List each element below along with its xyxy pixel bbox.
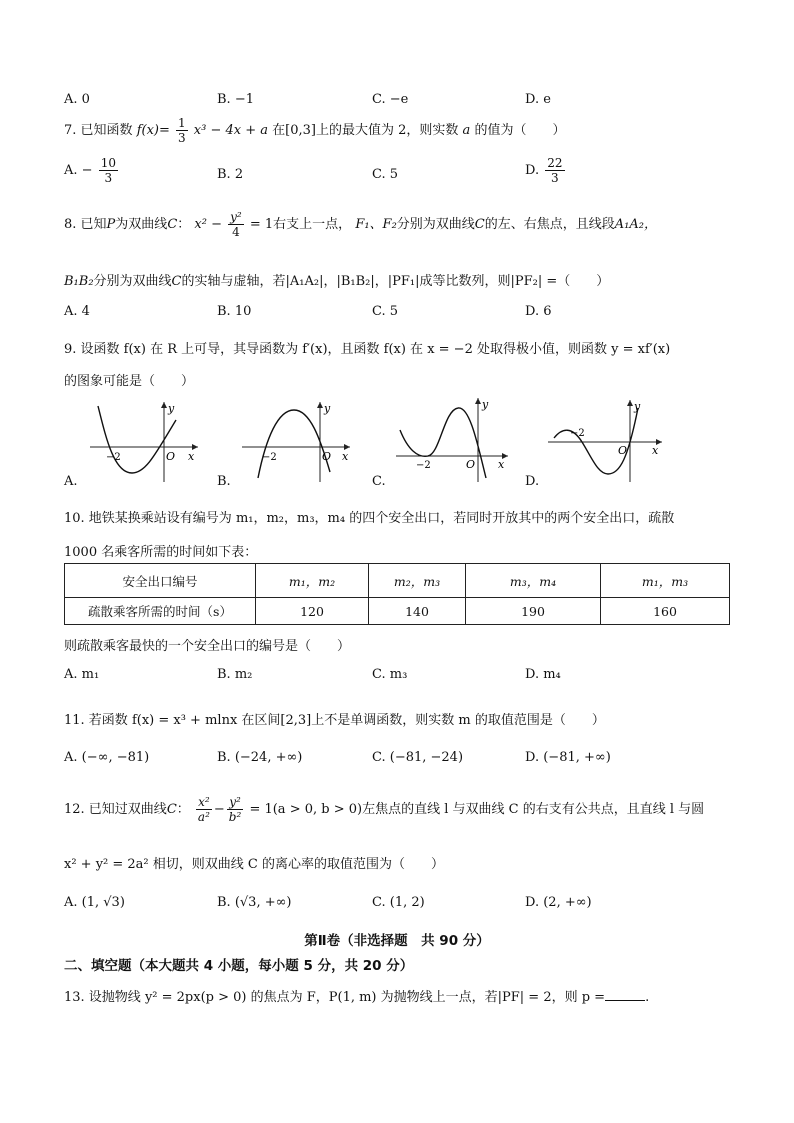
table-header-cell: m₃，m₄ [466,564,601,598]
graph-d-origin-label: O [618,444,628,457]
graph-b-origin-label: O [322,450,332,463]
question-10-line1: 10. 地铁某换乘站设有编号为 m₁，m₂，m₃，m₄ 的四个安全出口，若同时开放其中的两个安全出口，疏散 [64,511,675,526]
graph-d-y-label: y [634,400,641,413]
q9-option-b-label: B. [217,474,231,489]
graph-c-x-label: x [498,458,505,471]
q7-option-c: C. 5 [372,167,399,182]
table-cell: 190 [466,598,601,625]
graph-c-minus2-label: −2 [416,460,431,471]
table-header-cell: m₁，m₂ [256,564,369,598]
q9-graph-d [546,398,664,484]
q6-option-d: D. e [525,92,551,107]
table-cell: 疏散乘客所需的时间（s） [65,598,256,625]
q11-option-b: B. (−24, +∞) [217,750,303,765]
table-cell: 140 [369,598,466,625]
q10-option-a: A. m₁ [64,667,100,682]
graph-d-x-label: x [652,444,659,457]
graph-a-minus2-label: −2 [106,452,121,463]
q11-option-c: C. (−81, −24) [372,750,464,765]
evacuation-table [64,563,730,625]
graph-b-y-label: y [324,402,331,415]
q8-option-a: A. 4 [64,304,90,319]
q12-option-d: D. (2, +∞) [525,895,592,910]
question-12-line1: 12. 已知过双曲线C： $\frac{\text{x²}}{\text{a²}}$ − $\frac{\text{y²}}{\text{b²}}$ = 1(a > 0, b > 0)左焦点的直线 l 与双曲线 C 的右支有公共点，且直线 l 与圆 [64,795,705,824]
q9-graph-b [240,398,352,484]
q7-option-b: B. 2 [217,167,244,182]
q8-option-b: B. 10 [217,304,252,319]
question-10-line2: 1000 名乘客所需的时间如下表： [64,545,258,560]
question-8-line2: B₁B₂分别为双曲线C的实轴与虚轴，若|A₁A₂|，|B₁B₂|，|PF₁|成等比数列，则|PF₂| =（ ） [64,274,610,289]
q9-option-c-label: C. [372,474,386,489]
q10-option-d: D. m₄ [525,667,561,682]
q11-option-d: D. (−81, +∞) [525,750,611,765]
table-header-cell: m₁，m₃ [601,564,730,598]
table-cell: 160 [601,598,730,625]
question-8-line1: 8. 已知P为双曲线C： x² − $\frac{\text{y²}}{4}$ = 1右支上一点， F₁、F₂分别为双曲线C的左、右焦点，且线段A₁A₂， [64,210,657,239]
q9-option-a-label: A. [64,474,78,489]
q9-graph-c [394,396,510,484]
answer-blank [605,988,645,1001]
graph-b-x-label: x [342,450,349,463]
q6-option-b: B. −1 [217,92,254,107]
table-header-cell: 安全出口编号 [65,564,256,598]
graph-c-y-label: y [482,398,489,411]
graph-a-origin-label: O [166,450,176,463]
q12-option-b: B. (√3, +∞) [217,895,292,910]
q7-option-a: A. − $\frac{10}{3}$ [64,156,116,185]
q7-option-d: D. $\frac{22}{3}$ [525,156,563,185]
q6-option-a: A. 0 [64,92,90,107]
q8-option-d: D. 6 [525,304,552,319]
q9-graph-a [88,398,200,484]
table-row [65,598,730,625]
question-13: 13. 设抛物线 y² = 2px(p > 0) 的焦点为 F，P(1, m) 为抛物线上一点，若|PF| = 2，则 p = . [64,990,650,1005]
q6-option-c: C. −e [372,92,409,107]
section-title: 第Ⅱ卷（非选择题 共 90 分） [304,933,490,949]
q12-option-c: C. (1, 2) [372,895,425,910]
graph-a-x-label: x [188,450,195,463]
q8-option-c: C. 5 [372,304,399,319]
q12-option-a: A. (1, √3) [64,895,125,910]
question-10-after: 则疏散乘客最快的一个安全出口的编号是（ ） [64,639,351,654]
table-cell: 120 [256,598,369,625]
question-9-line2: 的图象可能是（ ） [64,374,195,389]
graph-a-y-label: y [168,402,175,415]
question-11: 11. 若函数 f(x) = x³ + mlnx 在区间[2,3]上不是单调函数，则实数 m 的取值范围是（ ） [64,713,605,728]
graph-c-origin-label: O [466,458,476,471]
table-header-cell: m₂，m₃ [369,564,466,598]
question-9-line1: 9. 设函数 f(x) 在 R 上可导，其导函数为 f′(x)，且函数 f(x) 在 x = −2 处取得极小值，则函数 y = xf′(x) [64,342,671,357]
graph-d-minus2-label: −2 [570,428,585,439]
q9-option-d-label: D. [525,474,540,489]
table-header-row [65,564,730,598]
fill-in-heading: 二、填空题（本大题共 4 小题，每小题 5 分，共 20 分） [64,958,414,974]
q10-option-b: B. m₂ [217,667,253,682]
question-7: 7. 已知函数 f(x)= $\frac{1}{3}$ x³ − 4x + a 在[0,3]上的最大值为 2，则实数 a 的值为（ ） [64,116,566,145]
q10-option-c: C. m₃ [372,667,408,682]
graph-b-minus2-label: −2 [262,452,277,463]
question-12-line2: x² + y² = 2a² 相切，则双曲线 C 的离心率的取值范围为（ ） [64,857,444,872]
q11-option-a: A. (−∞, −81) [64,750,150,765]
